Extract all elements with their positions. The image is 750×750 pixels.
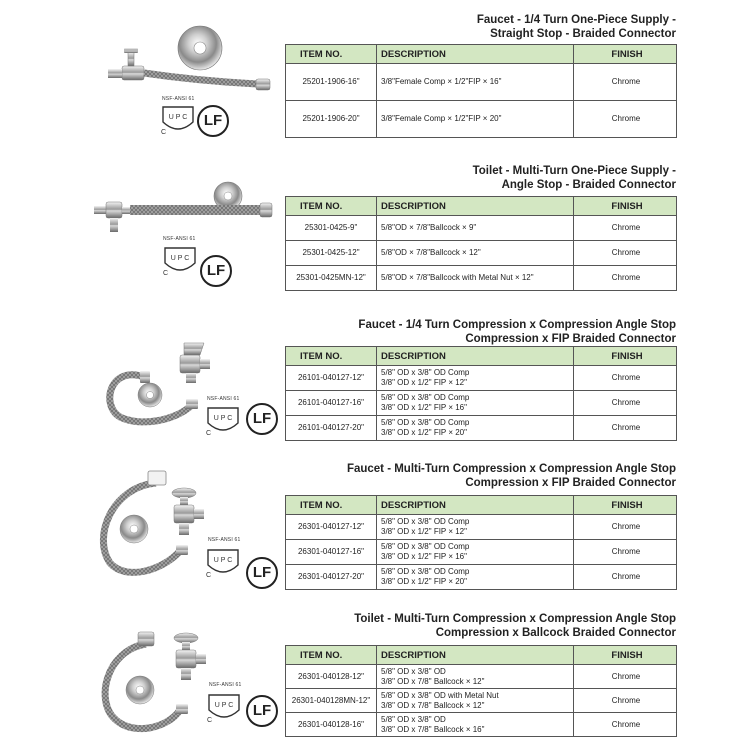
certification-marks bbox=[204, 396, 284, 448]
svg-text:U P C: U P C bbox=[213, 557, 233, 564]
description-line2: 3/8" OD x 1/2" FIP × 12" bbox=[381, 527, 467, 536]
straight-stop-product-image bbox=[108, 20, 278, 100]
table-row bbox=[286, 391, 677, 416]
header-description: DESCRIPTION bbox=[377, 45, 574, 64]
header-finish: FINISH bbox=[574, 45, 677, 64]
header-finish: FINISH bbox=[574, 197, 677, 216]
description-cell bbox=[377, 665, 574, 689]
item-number: 26301-040128-16" bbox=[286, 713, 377, 737]
lead-free-badge: LF bbox=[246, 557, 278, 589]
description-line2: 3/8" OD x 1/2" FIP × 20" bbox=[381, 577, 467, 586]
upc-logo-icon bbox=[205, 547, 241, 579]
header-description: DESCRIPTION bbox=[377, 496, 574, 515]
description-cell bbox=[377, 416, 574, 441]
section-title-line2: Compression x FIP Braided Connector bbox=[465, 477, 676, 489]
description-line2: 3/8" OD x 1/2" FIP × 16" bbox=[381, 403, 467, 412]
section-title-line1: Faucet - Multi-Turn Compression x Compression Angle Stop bbox=[346, 463, 676, 475]
spec-table bbox=[285, 645, 677, 737]
lead-free-badge: LF bbox=[246, 403, 278, 435]
header-item-no: ITEM NO. bbox=[286, 646, 377, 665]
description-cell bbox=[377, 689, 574, 713]
certification-marks bbox=[160, 236, 270, 288]
spec-table bbox=[285, 346, 677, 441]
table-row bbox=[286, 540, 677, 565]
description-line1: 5/8" OD x 3/8" OD bbox=[381, 666, 446, 676]
item-number: 26101-040127-20" bbox=[286, 416, 377, 441]
table-row bbox=[286, 665, 677, 689]
description-line1: 3/8"Female Comp × 1/2"FIP × 20" bbox=[381, 114, 502, 123]
table-row bbox=[286, 266, 677, 291]
item-number: 26101-040127-16" bbox=[286, 391, 377, 416]
description-cell bbox=[377, 64, 574, 101]
description-cell bbox=[377, 366, 574, 391]
header-description: DESCRIPTION bbox=[377, 646, 574, 665]
toilet-angle-stop-product-image bbox=[94, 624, 224, 740]
table-row bbox=[286, 241, 677, 266]
item-number: 25201-1906-20" bbox=[286, 101, 377, 138]
table-row bbox=[286, 565, 677, 590]
angle-stop-product-image bbox=[94, 176, 284, 236]
description-line2: 3/8" OD x 7/8" Ballcock × 16" bbox=[381, 724, 485, 734]
nsf-ansi-label: NSF-ANSI 61 bbox=[163, 236, 196, 242]
upc-logo-icon bbox=[206, 692, 242, 724]
multi-turn-angle-stop-product-image bbox=[92, 467, 222, 587]
description-line1: 5/8" OD x 3/8" OD Comp bbox=[381, 418, 470, 427]
svg-text:C: C bbox=[163, 270, 169, 277]
description-cell bbox=[377, 266, 574, 291]
table-row bbox=[286, 515, 677, 540]
item-number: 26301-040128MN-12" bbox=[286, 689, 377, 713]
description-line2: 3/8" OD x 1/2" FIP × 20" bbox=[381, 428, 467, 437]
item-number: 25301-0425MN-12" bbox=[286, 266, 377, 291]
description-cell bbox=[377, 540, 574, 565]
description-line2: 3/8" OD x 1/2" FIP × 16" bbox=[381, 552, 467, 561]
svg-text:U P C: U P C bbox=[170, 255, 190, 262]
upc-logo-icon bbox=[162, 245, 198, 277]
spec-table bbox=[285, 196, 677, 291]
item-number: 25201-1906-16" bbox=[286, 64, 377, 101]
section-title-line2: Compression x FIP Braided Connector bbox=[465, 333, 676, 345]
finish-cell: Chrome bbox=[574, 266, 677, 291]
svg-text:C: C bbox=[161, 129, 167, 136]
svg-text:C: C bbox=[206, 430, 212, 437]
certification-marks bbox=[155, 96, 265, 141]
table-row bbox=[286, 101, 677, 138]
header-item-no: ITEM NO. bbox=[286, 197, 377, 216]
finish-cell: Chrome bbox=[574, 565, 677, 590]
description-line1: 5/8" OD x 3/8" OD Comp bbox=[381, 567, 470, 576]
svg-text:C: C bbox=[207, 717, 213, 724]
item-number: 26301-040128-12" bbox=[286, 665, 377, 689]
description-line1: 5/8"OD × 7/8"Ballcock with Metal Nut × 12" bbox=[381, 273, 534, 282]
section-title-line2: Angle Stop - Braided Connector bbox=[501, 179, 676, 191]
nsf-ansi-label: NSF-ANSI 61 bbox=[207, 396, 240, 402]
header-description: DESCRIPTION bbox=[377, 347, 574, 366]
item-number: 26101-040127-12" bbox=[286, 366, 377, 391]
finish-cell: Chrome bbox=[574, 366, 677, 391]
header-finish: FINISH bbox=[574, 496, 677, 515]
certification-marks bbox=[208, 682, 288, 744]
description-line1: 5/8" OD x 3/8" OD Comp bbox=[381, 542, 470, 551]
section-title-line2: Straight Stop - Braided Connector bbox=[490, 28, 676, 40]
description-line1: 3/8"Female Comp × 1/2"FIP × 16" bbox=[381, 77, 502, 86]
nsf-ansi-label: NSF-ANSI 61 bbox=[162, 96, 195, 102]
section-title bbox=[354, 612, 676, 640]
svg-text:C: C bbox=[206, 572, 212, 579]
finish-cell: Chrome bbox=[574, 713, 677, 737]
description-cell bbox=[377, 216, 574, 241]
section-title-line1: Faucet - 1/4 Turn Compression x Compression Angle Stop bbox=[358, 319, 676, 331]
section-title bbox=[347, 462, 676, 490]
description-cell bbox=[377, 391, 574, 416]
description-cell bbox=[377, 565, 574, 590]
description-cell bbox=[377, 101, 574, 138]
svg-text:U P C: U P C bbox=[213, 415, 233, 422]
description-line1: 5/8" OD x 3/8" OD Comp bbox=[381, 393, 470, 402]
table-row bbox=[286, 216, 677, 241]
table-row bbox=[286, 366, 677, 391]
spec-table bbox=[285, 495, 677, 590]
table-row bbox=[286, 64, 677, 101]
description-cell bbox=[377, 713, 574, 737]
header-finish: FINISH bbox=[574, 646, 677, 665]
svg-text:U P C: U P C bbox=[168, 114, 188, 121]
header-item-no: ITEM NO. bbox=[286, 496, 377, 515]
finish-cell: Chrome bbox=[574, 391, 677, 416]
section-title-line1: Toilet - Multi-Turn One-Piece Supply - bbox=[472, 165, 676, 177]
finish-cell: Chrome bbox=[574, 515, 677, 540]
upc-logo-icon bbox=[160, 104, 196, 136]
certification-marks bbox=[208, 537, 288, 591]
item-number: 26301-040127-20" bbox=[286, 565, 377, 590]
section-title bbox=[358, 318, 676, 346]
header-description: DESCRIPTION bbox=[377, 197, 574, 216]
finish-cell: Chrome bbox=[574, 689, 677, 713]
finish-cell: Chrome bbox=[574, 416, 677, 441]
item-number: 25301-0425-9" bbox=[286, 216, 377, 241]
svg-text:U P C: U P C bbox=[214, 702, 234, 709]
lead-free-badge: LF bbox=[197, 105, 229, 137]
finish-cell: Chrome bbox=[574, 665, 677, 689]
description-line1: 5/8" OD x 3/8" OD Comp bbox=[381, 517, 470, 526]
table-row bbox=[286, 713, 677, 737]
spec-table bbox=[285, 44, 677, 138]
description-line1: 5/8"OD × 7/8"Ballcock × 9" bbox=[381, 223, 477, 232]
description-cell bbox=[377, 515, 574, 540]
section-title bbox=[473, 164, 676, 192]
description-line2: 3/8" OD x 1/2" FIP × 12" bbox=[381, 378, 467, 387]
nsf-ansi-label: NSF-ANSI 61 bbox=[209, 682, 242, 688]
finish-cell: Chrome bbox=[574, 101, 677, 138]
section-title-line1: Toilet - Multi-Turn Compression x Compression Angle Stop bbox=[354, 613, 676, 625]
section-title-line2: Compression x Ballcock Braided Connector bbox=[435, 627, 676, 639]
upc-logo-icon bbox=[205, 405, 241, 437]
finish-cell: Chrome bbox=[574, 64, 677, 101]
description-line2: 3/8" OD x 7/8" Ballcock × 12" bbox=[381, 700, 485, 710]
nsf-ansi-label: NSF-ANSI 61 bbox=[208, 537, 241, 543]
description-line2: 3/8" OD x 7/8" Ballcock × 12" bbox=[381, 676, 485, 686]
section-title-line1: Faucet - 1/4 Turn One-Piece Supply - bbox=[476, 14, 676, 26]
table-row bbox=[286, 416, 677, 441]
finish-cell: Chrome bbox=[574, 241, 677, 266]
header-finish: FINISH bbox=[574, 347, 677, 366]
description-cell bbox=[377, 241, 574, 266]
header-item-no: ITEM NO. bbox=[286, 45, 377, 64]
description-line1: 5/8" OD x 3/8" OD with Metal Nut bbox=[381, 690, 499, 700]
header-item-no: ITEM NO. bbox=[286, 347, 377, 366]
item-number: 25301-0425-12" bbox=[286, 241, 377, 266]
description-line1: 5/8" OD x 3/8" OD Comp bbox=[381, 368, 470, 377]
lead-free-badge: LF bbox=[246, 695, 278, 727]
finish-cell: Chrome bbox=[574, 540, 677, 565]
quarter-turn-angle-stop-product-image bbox=[100, 335, 220, 430]
section-title bbox=[477, 13, 676, 41]
description-line1: 5/8"OD × 7/8"Ballcock × 12" bbox=[381, 248, 481, 257]
description-line1: 5/8" OD x 3/8" OD bbox=[381, 714, 446, 724]
item-number: 26301-040127-12" bbox=[286, 515, 377, 540]
table-row bbox=[286, 689, 677, 713]
lead-free-badge: LF bbox=[200, 255, 232, 287]
finish-cell: Chrome bbox=[574, 216, 677, 241]
item-number: 26301-040127-16" bbox=[286, 540, 377, 565]
